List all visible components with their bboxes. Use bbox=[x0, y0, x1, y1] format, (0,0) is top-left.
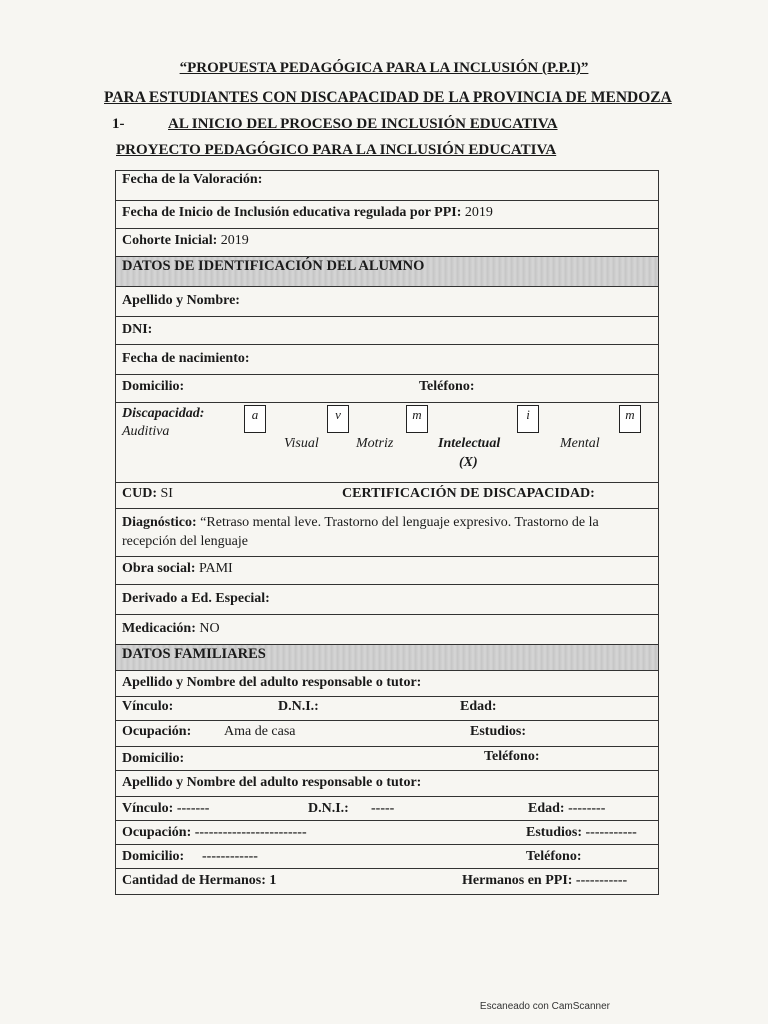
fecha-inicio-row bbox=[116, 201, 658, 229]
obra-social-label: Obra social: bbox=[122, 561, 196, 576]
tutor2-label: Apellido y Nombre del adulto responsable o tutor: bbox=[122, 775, 422, 790]
telefono-label: Teléfono: bbox=[419, 379, 475, 394]
medicacion-label: Medicación: bbox=[122, 621, 196, 636]
box-motriz: m bbox=[406, 405, 428, 433]
box-mental: m bbox=[619, 405, 641, 433]
ocupacion2-row bbox=[116, 821, 658, 845]
disc-motriz-label: Motriz bbox=[356, 436, 394, 451]
estudios2-label: Estudios: ----------- bbox=[526, 825, 637, 840]
disc-visual-label: Visual bbox=[284, 436, 319, 451]
obra-social-row bbox=[116, 557, 658, 585]
telefono1-label: Teléfono: bbox=[484, 749, 540, 764]
hermanos-label: Cantidad de Hermanos: bbox=[122, 873, 266, 888]
ocupacion1-value: Ama de casa bbox=[224, 724, 296, 739]
vinculo2-label: Vínculo: ------- bbox=[122, 801, 210, 816]
alumno-section-header bbox=[116, 257, 658, 287]
section-title: AL INICIO DEL PROCESO DE INCLUSIÓN EDUCATIVA bbox=[168, 116, 558, 132]
diagnostico-row bbox=[116, 509, 658, 557]
vinculo2-row bbox=[116, 797, 658, 821]
dni1-label: D.N.I.: bbox=[278, 699, 319, 714]
tutor1-label: Apellido y Nombre del adulto responsable o tutor: bbox=[122, 675, 422, 690]
dni-label: DNI: bbox=[122, 322, 153, 337]
cud-row bbox=[116, 483, 658, 509]
fecha-valoracion-label: Fecha de la Valoración: bbox=[122, 172, 263, 187]
dni2-value: ----- bbox=[371, 801, 395, 816]
vinculo1-label: Vínculo: bbox=[122, 699, 174, 714]
telefono2-label: Teléfono: bbox=[526, 849, 582, 864]
dni2-label: D.N.I.: bbox=[308, 801, 349, 816]
tutor2-row bbox=[116, 771, 658, 797]
hermanos-ppi-label: Hermanos en PPI: ----------- bbox=[462, 873, 628, 888]
dni-row bbox=[116, 317, 658, 345]
ppi-form bbox=[115, 170, 659, 895]
fecha-inicio-label: Fecha de Inicio de Inclusión educativa regulada por PPI: bbox=[122, 205, 462, 220]
familia-section-header bbox=[116, 645, 658, 671]
box-auditiva: a bbox=[244, 405, 266, 433]
discapacidad-row bbox=[116, 403, 658, 483]
hermanos-value: 1 bbox=[269, 873, 277, 888]
estudios1-label: Estudios: bbox=[470, 724, 527, 739]
document-title: “PROPUESTA PEDAGÓGICA PARA LA INCLUSIÓN (P.P.I)” bbox=[179, 60, 589, 76]
apellido-row bbox=[116, 287, 658, 317]
domicilio-label: Domicilio: bbox=[122, 379, 185, 394]
edad2-label: Edad: -------- bbox=[528, 801, 606, 816]
document-subtitle: PARA ESTUDIANTES CON DISCAPACIDAD DE LA PROVINCIA DE MENDOZA bbox=[104, 89, 672, 106]
nacimiento-label: Fecha de nacimiento: bbox=[122, 351, 250, 366]
diagnostico-value-1: “Retraso mental leve. Trastorno del lenguaje expresivo. Trastorno de la bbox=[200, 515, 599, 530]
domicilio-row bbox=[116, 375, 658, 403]
disc-auditiva-label: Auditiva bbox=[122, 424, 170, 439]
cud-label: CUD: bbox=[122, 486, 157, 501]
ocupacion1-label: Ocupación: bbox=[122, 724, 192, 739]
scanner-watermark: Escaneado con CamScanner bbox=[479, 1001, 610, 1012]
domicilio2-value: ------------ bbox=[202, 849, 258, 864]
ocupacion1-row bbox=[116, 721, 658, 747]
discapacidad-label: Discapacidad: bbox=[122, 406, 205, 421]
cohorte-label: Cohorte Inicial: bbox=[122, 233, 218, 248]
vinculo1-row bbox=[116, 697, 658, 721]
disc-intelectual-mark: (X) bbox=[459, 455, 478, 470]
diagnostico-label: Diagnóstico: bbox=[122, 515, 197, 530]
cohorte-row bbox=[116, 229, 658, 257]
domicilio2-row bbox=[116, 845, 658, 869]
cohorte-value: 2019 bbox=[220, 233, 249, 248]
ocupacion2-label: Ocupación: ------------------------ bbox=[122, 825, 307, 840]
certificacion-label: CERTIFICACIÓN DE DISCAPACIDAD: bbox=[342, 486, 595, 501]
edad1-label: Edad: bbox=[460, 699, 497, 714]
medicacion-row bbox=[116, 615, 658, 645]
section-heading bbox=[112, 116, 672, 133]
nacimiento-row bbox=[116, 345, 658, 375]
cud-value: SI bbox=[160, 486, 173, 501]
fecha-valoracion-row bbox=[116, 171, 658, 201]
section-number: 1- bbox=[112, 116, 125, 132]
derivado-label: Derivado a Ed. Especial: bbox=[122, 591, 270, 606]
medicacion-value: NO bbox=[199, 621, 220, 636]
obra-social-value: PAMI bbox=[199, 561, 233, 576]
domicilio2-label: Domicilio: bbox=[122, 849, 185, 864]
domicilio1-label: Domicilio: bbox=[122, 751, 185, 766]
box-intelectual: i bbox=[517, 405, 539, 433]
diagnostico-value-2: recepción del lenguaje bbox=[122, 534, 248, 549]
apellido-label: Apellido y Nombre: bbox=[122, 293, 240, 308]
disc-mental-label: Mental bbox=[560, 436, 600, 451]
familia-section-title: DATOS FAMILIARES bbox=[122, 646, 266, 662]
box-visual: v bbox=[327, 405, 349, 433]
derivado-row bbox=[116, 585, 658, 615]
disc-intelectual-label: Intelectual bbox=[438, 436, 501, 451]
domicilio1-row bbox=[116, 747, 658, 771]
alumno-section-title: DATOS DE IDENTIFICACIÓN DEL ALUMNO bbox=[122, 258, 425, 274]
hermanos-row bbox=[116, 869, 658, 895]
project-title: PROYECTO PEDAGÓGICO PARA LA INCLUSIÓN EDUCATIVA bbox=[116, 142, 557, 158]
fecha-inicio-value: 2019 bbox=[464, 205, 493, 220]
tutor1-row bbox=[116, 671, 658, 697]
